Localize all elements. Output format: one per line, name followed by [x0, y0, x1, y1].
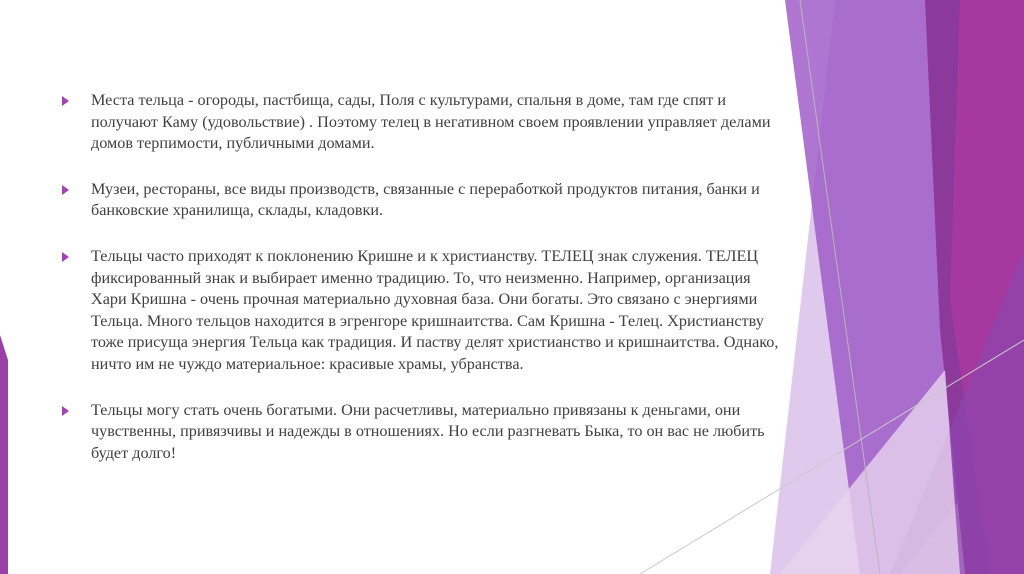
left-purple-strip	[0, 335, 8, 574]
triangle-bullet-icon	[62, 406, 69, 416]
triangle-bullet-icon	[62, 96, 69, 106]
bullet-text: Места тельца - огороды, пастбища, сады, Поля с культурами, спальня в доме, там где спят и получают Каму (удовольствие) . Поэтому телец в негативном своем проявлении управляет делами домов терпимости, публичными домами.	[91, 91, 771, 153]
triangle-bullet-icon	[62, 185, 69, 195]
bullet-text: Музеи, рестораны, все виды производств, связанные с переработкой продуктов питания, банки и банковские хранилища, склады, кладовки.	[91, 179, 760, 220]
slide-content	[62, 90, 782, 488]
triangle-bullet-icon	[62, 252, 69, 262]
bullet-text: Тельцы могу стать очень богатыми. Они расчетливы, материально привязаны к деньгами, они чувственны, привязчивы и надежды в отношениях. Но если разгневать Быка, то он вас не любить будет долго!	[91, 400, 765, 462]
bullet-text: Тельцы часто приходят к поклонению Кришне и к христианству. ТЕЛЕЦ знак служения. ТЕЛЕЦ фиксированный знак и выбирает именно традицию. То, что неизменно. Например, организация Хари Кришна - очень прочная материально духовная база. Они богаты. Это связано с энергиями Тельца. Много тельцов находится в эгренгоре кришнаитства. Сам Кришна - Телец. Христианству тоже присуща энергия Тельца как традиция. И паству делят христианство и кришнаитства. Однако, ничто им не чуждо материальное: красивые храмы, убранства.	[91, 246, 779, 373]
bullet-item	[62, 179, 782, 222]
bullet-item	[62, 246, 782, 376]
bullet-item	[62, 90, 782, 155]
bullet-item	[62, 400, 782, 465]
